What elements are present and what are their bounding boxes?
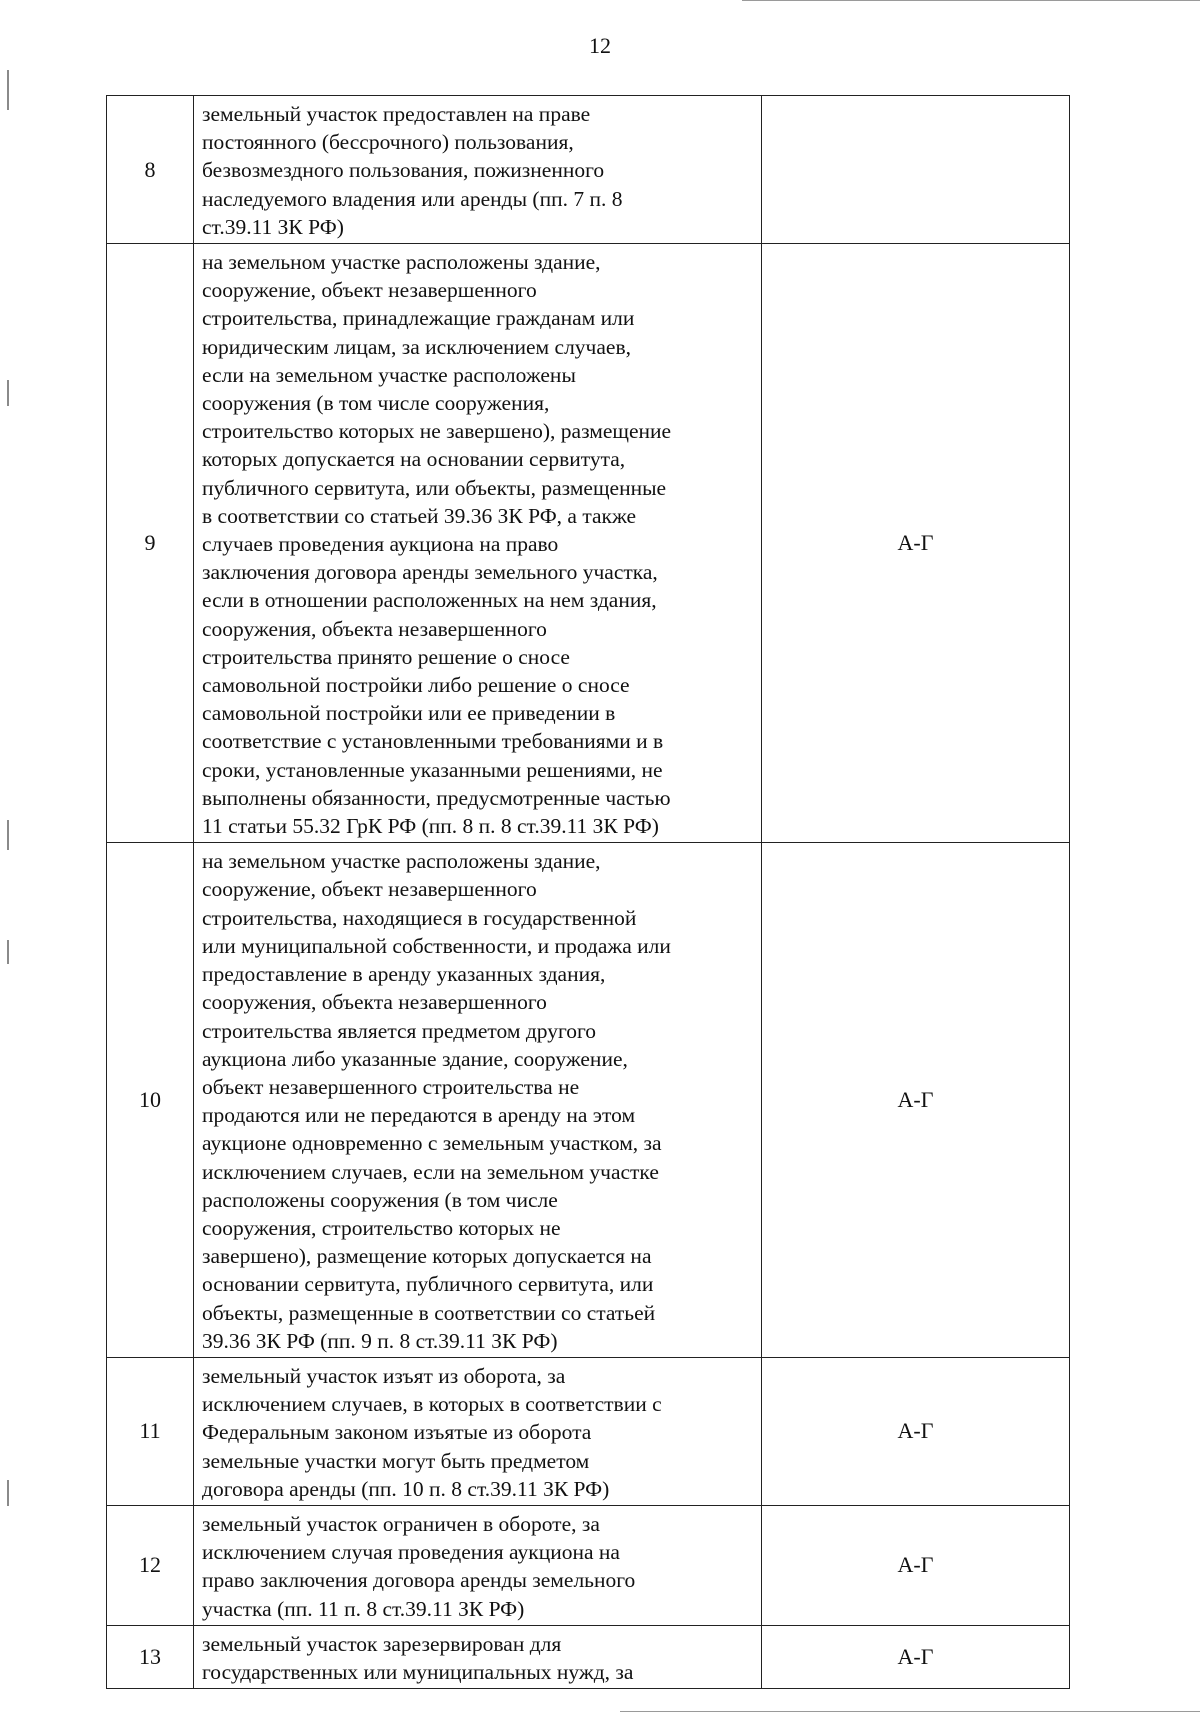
condition-text-line: в соответствии со статьей 39.36 ЗК РФ, а также [202, 503, 637, 528]
table-row [107, 1357, 1070, 1505]
condition-text-line: объекты, размещенные в соответствии со статьей [202, 1300, 656, 1325]
condition-text-line: предоставление в аренду указанных здания, [202, 962, 606, 987]
condition-text-line: безвозмездного пользования, пожизненного [202, 158, 605, 183]
condition-text-line: сооружение, объект незавершенного [202, 877, 537, 902]
condition-text-line: самовольной постройки либо решение о сносе [202, 673, 630, 698]
condition-text-line: договора аренды (пп. 10 п. 8 ст.39.11 ЗК РФ) [202, 1476, 610, 1501]
condition-text-line: земельный участок ограничен в обороте, за [202, 1511, 600, 1536]
condition-text-line: расположены сооружения (в том числе [202, 1187, 558, 1212]
code-cell: А-Г [762, 843, 1070, 1358]
condition-text-line: участка (пп. 11 п. 8 ст.39.11 ЗК РФ) [202, 1596, 525, 1621]
condition-text-line: земельный участок зарезервирован для [202, 1631, 562, 1656]
condition-text-line: земельный участок изъят из оборота, за [202, 1363, 566, 1388]
condition-text-line: сооружения, объекта незавершенного [202, 990, 547, 1015]
row-number-cell: 12 [107, 1505, 194, 1625]
code-cell [762, 96, 1070, 244]
scan-margin-mark [7, 1480, 9, 1506]
condition-text-line: на земельном участке расположены здание, [202, 250, 601, 275]
condition-text-line: Федеральным законом изъятые из оборота [202, 1420, 592, 1445]
condition-text-line: исключением случаев, в которых в соответствии с [202, 1392, 662, 1417]
condition-text-line: государственных или муниципальных нужд, за [202, 1659, 634, 1684]
table-row [107, 96, 1070, 244]
conditions-table [106, 95, 1070, 1689]
condition-text-line: строительства, принадлежащие гражданам или [202, 306, 635, 331]
condition-text-line: на земельном участке расположены здание, [202, 849, 601, 874]
condition-text-line: выполнены обязанности, предусмотренные частью [202, 785, 671, 810]
condition-text-cell [194, 96, 762, 244]
condition-text-line: исключением случаев, если на земельном участке [202, 1159, 659, 1184]
condition-text-line: продаются или не передаются в аренду на этом [202, 1103, 636, 1128]
scan-margin-mark [7, 380, 9, 406]
condition-text-line: публичного сервитута, или объекты, размещенные [202, 475, 667, 500]
scan-margin-mark [7, 70, 9, 110]
condition-text-line: сооружения (в том числе сооружения, [202, 391, 550, 416]
condition-text-line: которых допускается на основании сервитута, [202, 447, 626, 472]
condition-text-line: или муниципальной собственности, и продажа или [202, 933, 671, 958]
row-number-cell: 11 [107, 1357, 194, 1505]
condition-text-line: 39.36 ЗК РФ (пп. 9 п. 8 ст.39.11 ЗК РФ) [202, 1328, 558, 1353]
condition-text-line: завершено), размещение которых допускается на [202, 1244, 652, 1269]
condition-text-line: право заключения договора аренды земельного [202, 1568, 636, 1593]
scan-margin-mark [7, 820, 9, 850]
table-row [107, 244, 1070, 843]
scan-margin-mark [7, 940, 9, 964]
table-row [107, 1505, 1070, 1625]
condition-text-line: если на земельном участке расположены [202, 362, 576, 387]
condition-text-cell [194, 1505, 762, 1625]
condition-text-cell [194, 244, 762, 843]
condition-text-line: сооружения, объекта незавершенного [202, 616, 547, 641]
row-number-cell: 10 [107, 843, 194, 1358]
condition-text-line: строительства является предметом другого [202, 1018, 597, 1043]
condition-text-line: наследуемого владения или аренды (пп. 7 п. 8 [202, 186, 623, 211]
scan-top-edge-line [742, 0, 1200, 1]
condition-text-line: заключения договора аренды земельного участка, [202, 560, 658, 585]
condition-text-line: сооружения, строительство которых не [202, 1215, 561, 1240]
condition-text-line: строительства, находящиеся в государственной [202, 905, 637, 930]
condition-text-line: самовольной постройки или ее приведении в [202, 701, 616, 726]
table-row [107, 1625, 1070, 1688]
code-cell: А-Г [762, 244, 1070, 843]
condition-text-line: ст.39.11 ЗК РФ) [202, 214, 344, 239]
condition-text-line: соответствие с установленными требованиями и в [202, 729, 664, 754]
page-number: 12 [589, 33, 611, 58]
code-cell: А-Г [762, 1625, 1070, 1688]
condition-text-line: земельные участки могут быть предметом [202, 1448, 590, 1473]
condition-text-cell [194, 843, 762, 1358]
condition-text-line: строительство которых не завершено), размещение [202, 419, 672, 444]
row-number-cell: 9 [107, 244, 194, 843]
condition-text-line: объект незавершенного строительства не [202, 1074, 580, 1099]
condition-text-line: земельный участок предоставлен на праве [202, 102, 591, 126]
condition-text-line: сооружение, объект незавершенного [202, 278, 537, 303]
condition-text-line: строительства принято решение о сносе [202, 644, 570, 669]
condition-text-cell [194, 1357, 762, 1505]
code-cell: А-Г [762, 1505, 1070, 1625]
condition-text-line: 11 статьи 55.32 ГрК РФ (пп. 8 п. 8 ст.39.11 ЗК РФ) [202, 814, 659, 839]
condition-text-line: юридическим лицам, за исключением случаев, [202, 334, 631, 359]
condition-text-line: сроки, установленные указанными решениями, не [202, 757, 663, 782]
code-cell: А-Г [762, 1357, 1070, 1505]
condition-text-line: постоянного (бессрочного) пользования, [202, 130, 574, 155]
condition-text-line: аукционе одновременно с земельным участком, за [202, 1131, 662, 1156]
condition-text-line: случаев проведения аукциона на право [202, 532, 559, 557]
condition-text-cell [194, 1625, 762, 1688]
condition-text-line: исключением случая проведения аукциона на [202, 1540, 620, 1565]
condition-text-line: аукциона либо указанные здание, сооружение, [202, 1046, 628, 1071]
condition-text-line: основании сервитута, публичного сервитута, или [202, 1272, 654, 1297]
scan-bottom-edge-line [620, 1711, 1200, 1712]
table-row [107, 843, 1070, 1358]
condition-text-line: если в отношении расположенных на нем здания, [202, 588, 657, 613]
row-number-cell: 13 [107, 1625, 194, 1688]
row-number-cell: 8 [107, 96, 194, 244]
